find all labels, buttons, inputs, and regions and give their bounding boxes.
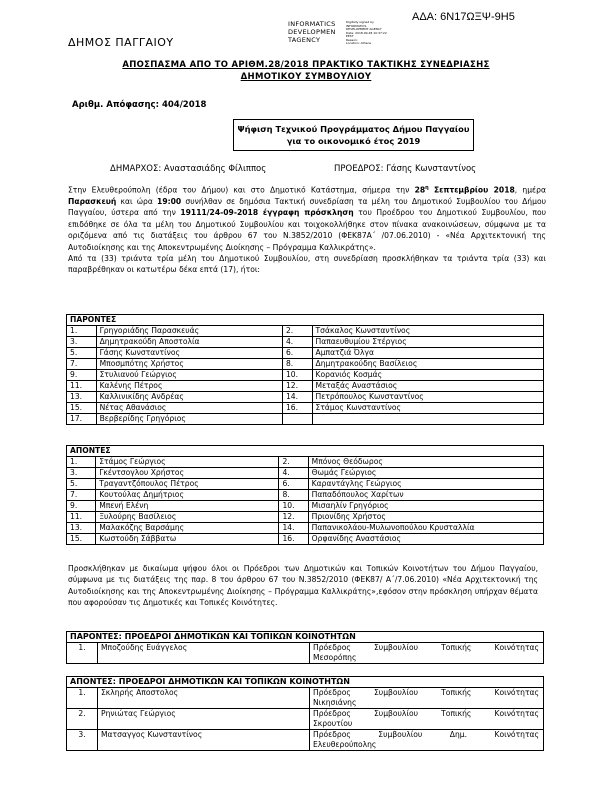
member-name: Καλλινικίδης Ανδρέας [96,392,282,403]
absent-member-row [67,512,544,523]
subject-line1: Ψήφιση Τεχνικού Προγράμματος Δήμου Παγγαίου [237,124,470,134]
chair-role [310,643,544,664]
member-name: Τσάκαλος Κωνσταντίνος [312,326,543,337]
member-name: Καραντάγλης Γεώργιος [308,479,543,490]
chair-community: Ελευθερούπολης [313,739,377,749]
member-name: Πριονίδης Χρήστος [308,512,543,523]
member-number: 2. [279,457,308,468]
member-name: Παπαευθυμίου Στέργιος [312,337,543,348]
member-name: Δημητρακούδης Βασίλειος [312,359,543,370]
member-number: 14. [282,392,312,403]
present-header: ΠΑΡΟΝΤΕΣ [67,315,544,326]
chair-name: Ρηνιώτας Γεώργιος [98,709,310,730]
member-number: 12. [282,381,312,392]
chair-name: Μποζούδης Ευάγγελος [98,643,310,664]
present-member-row [67,370,544,381]
municipality-name: ΔΗΜΟΣ ΠΑΓΓΑΙΟΥ [68,36,174,49]
member-number: 16. [282,403,312,414]
present-member-row [67,359,544,370]
present-chairs-header: ΠΑΡΟΝΤΕΣ: ΠΡΟΕΔΡΟΙ ΔΗΜΟΤΙΚΩΝ ΚΑΙ ΤΟΠΙΚΩΝ ΚΟΙΝΟΤΗΤΩΝ [67,632,544,643]
member-number: 9. [67,370,97,381]
present-member-row [67,348,544,359]
member-number: 2. [282,326,312,337]
absent-chair-row [67,730,544,751]
member-number: 13. [67,392,97,403]
member-name: Στάμος Γεώργιος [96,457,279,468]
decision-number: Αριθμ. Απόφασης: 404/2018 [72,100,207,110]
present-chairs-table [66,631,544,664]
member-number: 6. [282,348,312,359]
chair-role [310,709,544,730]
member-name: Μεταξάς Αναστάσιος [312,381,543,392]
member-number: 3. [67,337,97,348]
absent-chair-row [67,709,544,730]
member-number: 3. [67,468,96,479]
chair-number: 2. [67,709,98,730]
member-number: 10. [282,370,312,381]
member-number: 4. [279,468,308,479]
chairs-paragraph: Προσκλήθηκαν με δικαίωμα ψήφου όλοι οι Πρόεδροι των Δημοτικών και Τοπικών Κοινοτήτων του Δήμου Παγγαίου, σύμφωνα με τις διατάξεις της παρ. 8 του άρθρου 67 του Ν.3852/2010 (ΦΕΚ87/ Α΄/7.06.2010) «Νέα Αρχιτεκτονική της Αυτοδιοίκησης και της Αποκεντρωμένης Διοίκησης – Πρόγραμμα Καλλικράτης»,εφόσον στην πρόσκληση υπήρχαν θέματα που αφορούσαν τις Δημοτικές και Τοπικές Κοινότητες. [68,564,538,608]
present-member-row [67,326,544,337]
member-name: Κορανιός Κοσμάς [312,370,543,381]
member-number: 10. [279,501,308,512]
member-number: 5. [67,479,96,490]
chair-community: Μεσορόπης [313,652,357,662]
chair-role-title: Πρόεδρος Συμβουλίου Τοπικής Κοινότητας [313,643,539,652]
member-name: Μαλακόζης Βαρσάμης [96,523,279,534]
chair-name: Σκληρής Αποστολος [98,688,310,709]
member-name: Θωμάς Γεώργιος [308,468,543,479]
member-number: 1. [67,457,96,468]
absent-member-row [67,479,544,490]
chair-community: Σκρουτίου [313,718,353,728]
member-number: 8. [279,490,308,501]
member-name [312,414,543,425]
member-number: 15. [67,403,97,414]
absent-member-row [67,457,544,468]
chair-role [310,730,544,751]
member-number [282,414,312,425]
member-name: Παπαδόπουλος Χαρίτων [308,490,543,501]
chair-role-title: Πρόεδρος Συμβουλίου Τοπικής Κοινότητας [313,688,539,697]
member-number: 9. [67,501,96,512]
member-number: 8. [282,359,312,370]
member-name: Νέτας Αθανάσιος [96,403,282,414]
member-name: Στάμος Κωνσταντίνος [312,403,543,414]
member-number: 12. [279,512,308,523]
member-name: Μπόνος Θεόδωρος [308,457,543,468]
member-name: Γκέντσογλου Χρήστος [96,468,279,479]
present-member-row [67,337,544,348]
member-name: Στυλιανού Γεώργιος [96,370,282,381]
member-number: 13. [67,523,96,534]
member-number: 1. [67,326,97,337]
absent-chairs-table [66,676,544,751]
digital-signature-details: Digitally signed by INFORMATICS DEVELOPMENT AGENCY Date: 2018.09.28 10:37:22 EEST Reason: Location: Athens [346,20,387,45]
member-name: Γάσης Κωνσταντίνος [96,348,282,359]
member-name: Μισαηλίν Γρηγόριος [308,501,543,512]
chair-name: Ματσαγγος Κωνσταντίνος [98,730,310,751]
absent-chair-row [67,688,544,709]
subject-line2: για το οικονομικό έτος 2019 [286,136,421,146]
absent-member-row [67,490,544,501]
chair-role-title: Πρόεδρος Συμβουλίου Τοπικής Κοινότητας [313,709,539,718]
member-name: Παπανικολάου-Μυλωνοπούλου Κρυσταλλία [308,523,543,534]
member-name: Πετρόπουλος Κωνσταντίνος [312,392,543,403]
present-member-row [67,403,544,414]
member-name: Γρηγοριάδης Παρασκευάς [96,326,282,337]
member-number: 14. [279,523,308,534]
member-name: Ορφανίδης Αναστάσιος [308,534,543,545]
member-number: 16. [279,534,308,545]
present-members-table [66,314,544,425]
absent-members-table [66,445,544,545]
member-number: 11. [67,381,97,392]
member-number: 5. [67,348,97,359]
member-number: 6. [279,479,308,490]
chair-community: Νικησιάνης [313,697,357,707]
document-title-line1: ΑΠΟΣΠΑΣΜΑ ΑΠΟ ΤΟ ΑΡΙΘΜ.28/2018 ΠΡΑΚΤΙΚΟ ΤΑΚΤΙΚΗΣ ΣΥΝΕΔΡΙΑΣΗΣ [122,60,490,70]
signature-agency-label: INFORMATICS DEVELOPMEN TAGENCY [288,20,336,44]
member-name: Βερβερίδης Γρηγόριος [96,414,282,425]
absent-header: ΑΠΟΝΤΕΣ [67,446,544,457]
member-name: Καλένης Πέτρος [96,381,282,392]
member-number: 4. [282,337,312,348]
absent-member-row [67,523,544,534]
chair-role-title: Πρόεδρος Συμβουλίου Δημ. Κοινότητας [313,730,539,739]
member-name: Κωστούδη Σάββατω [96,534,279,545]
member-name: Κουτούλας Δημήτριος [96,490,279,501]
absent-member-row [67,534,544,545]
chair-number: 3. [67,730,98,751]
chair-number: 1. [67,643,98,664]
mayor: ΔΗΜΑΡΧΟΣ: Αναστασιάδης Φίλιππος [110,164,267,174]
present-member-row [67,381,544,392]
subject-box [233,119,474,151]
member-number: 7. [67,490,96,501]
member-number: 7. [67,359,97,370]
member-name: Τραγαντζόπουλος Πέτρος [96,479,279,490]
member-number: 15. [67,534,96,545]
document-title-line2: ΔΗΜΟΤΙΚΟΥ ΣΥΜΒΟΥΛΙΟΥ [240,72,372,82]
present-member-row [67,414,544,425]
absent-chairs-header: ΑΠΟΝΤΕΣ: ΠΡΟΕΔΡΟΙ ΔΗΜΟΤΙΚΩΝ ΚΑΙ ΤΟΠΙΚΩΝ ΚΟΙΝΟΤΗΤΩΝ [67,677,544,688]
chairman: ΠΡΟΕΔΡΟΣ: Γάσης Κωνσταντίνος [334,164,477,174]
ada-code: ΑΔΑ: 6Ν17ΩΞΨ-9Η5 [412,11,515,23]
absent-member-row [67,501,544,512]
chair-number: 1. [67,688,98,709]
member-name: Μποσμπότης Χρήστος [96,359,282,370]
absent-member-row [67,468,544,479]
member-number: 17. [67,414,97,425]
member-name: Ξυλούρης Βασίλειος [96,512,279,523]
member-name: Αμπατζιά Όλγα [312,348,543,359]
present-chair-row [67,643,544,664]
member-name: Μπενή Ελένη [96,501,279,512]
member-name: Δημητρακούδη Αποστολία [96,337,282,348]
present-member-row [67,392,544,403]
intro-paragraph: Στην Ελευθερούπολη (έδρα του Δήμου) και στο Δημοτικό Κατάστημα, σήμερα την $28^\eta$ Σεπτεμβρίου 2018, ημέρα Παρασκευή και ώρα 19:00 συνήλθαν σε δημόσια Τακτική συνεδρίαση τα μέλη του Δημοτικού Συμβουλίου του Δήμου Παγγαίου, ύστερα από την 19111/24-09-2018 έγγραφη πρόσκληση του Προέδρου του Δημοτικού Συμβουλίου, που επιδόθηκε σε όλα τα μέλη του Δημοτικού Συμβουλίου και τοιχοκολλήθηκε στον πίνακα ανακοινώσεων, σύμφωνα με τα οριζόμενα από τις διατάξεις του άρθρου 67 του Ν.3852/2010 (ΦΕΚ87Α΄ /07.06.2010) - «Νέα Αρχιτεκτονική της Αυτοδιοίκησης και της Αποκεντρωμένης Διοίκησης – Πρόγραμμα Καλλικράτης». Από τα (33) τριάντα τρία μέλη του Δημοτικού Συμβουλίου, στη συνεδρίαση προσκλήθηκαν τα τριάντα τρία (33) και παραβρέθηκαν οι κατωτέρω δέκα επτά (17), ήτοι: [68,185,546,275]
chair-role [310,688,544,709]
member-number: 11. [67,512,96,523]
